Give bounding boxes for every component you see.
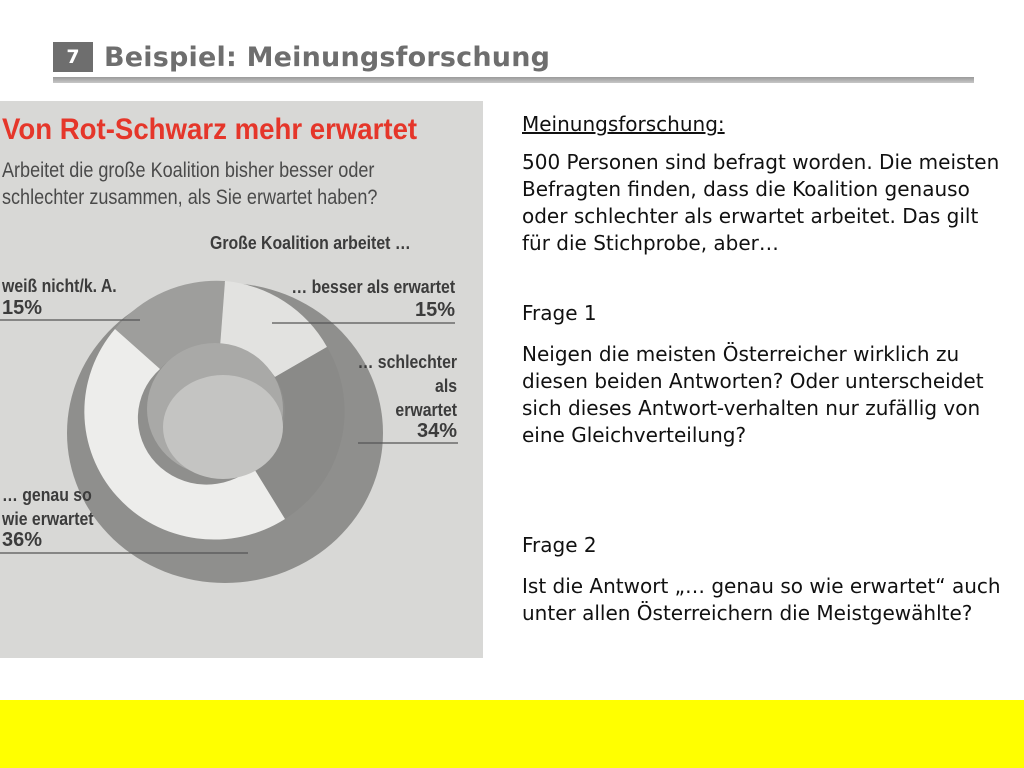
label-same-2: wie erwartet — [2, 509, 94, 529]
question-1-text: Neigen die meisten Österreicher wirklich zu diesen beiden Antworten? Oder unterscheidet sich dieses Antwort-verhalten nur zufällig von eine Gleichverteilung? — [522, 342, 984, 447]
question-1-label: Frage 1 — [522, 301, 597, 325]
slide-number: 7 — [53, 42, 93, 72]
text-intro: 500 Personen sind befragt worden. Die meisten Befragten finden, dass die Koalition genauso oder schlechter als erwartet arbeitet. Das gilt für die Stichprobe, aber… — [522, 150, 1000, 255]
donut-hole-floor — [163, 375, 283, 479]
clipping-question-line-1: Arbeitet die große Koalition bisher besser oder — [2, 159, 375, 182]
slide-title: Beispiel: Meinungsforschung — [104, 42, 551, 73]
question-2-label: Frage 2 — [522, 533, 597, 557]
chart-heading: Große Koalition arbeitet … — [210, 233, 411, 253]
footer-band — [0, 700, 1024, 768]
pct-better: 15% — [414, 299, 455, 321]
clipping-headline: Von Rot-Schwarz mehr erwartet — [2, 113, 418, 146]
pct-dont-know: 15% — [2, 297, 43, 319]
text-heading: Meinungsforschung: — [522, 112, 725, 136]
title-rule — [53, 77, 974, 83]
label-worse-1: … schlechter — [357, 352, 457, 372]
label-worse-3: erwartet — [395, 400, 457, 420]
pct-same: 36% — [2, 529, 43, 551]
newspaper-clipping — [0, 101, 483, 658]
label-worse-2: als — [434, 376, 457, 396]
clipping-question-line-2: schlechter zusammen, als Sie erwartet haben? — [2, 186, 378, 209]
question-2-text: Ist die Antwort „… genau so wie erwartet“ auch unter allen Österreichern die Meistgewählte? — [522, 574, 1001, 625]
label-dont-know: weiß nicht/k. A. — [2, 276, 117, 296]
label-better: … besser als erwartet — [291, 277, 455, 297]
donut-chart — [0, 101, 483, 658]
label-same-1: … genau so — [2, 485, 92, 505]
pct-worse: 34% — [416, 420, 457, 442]
